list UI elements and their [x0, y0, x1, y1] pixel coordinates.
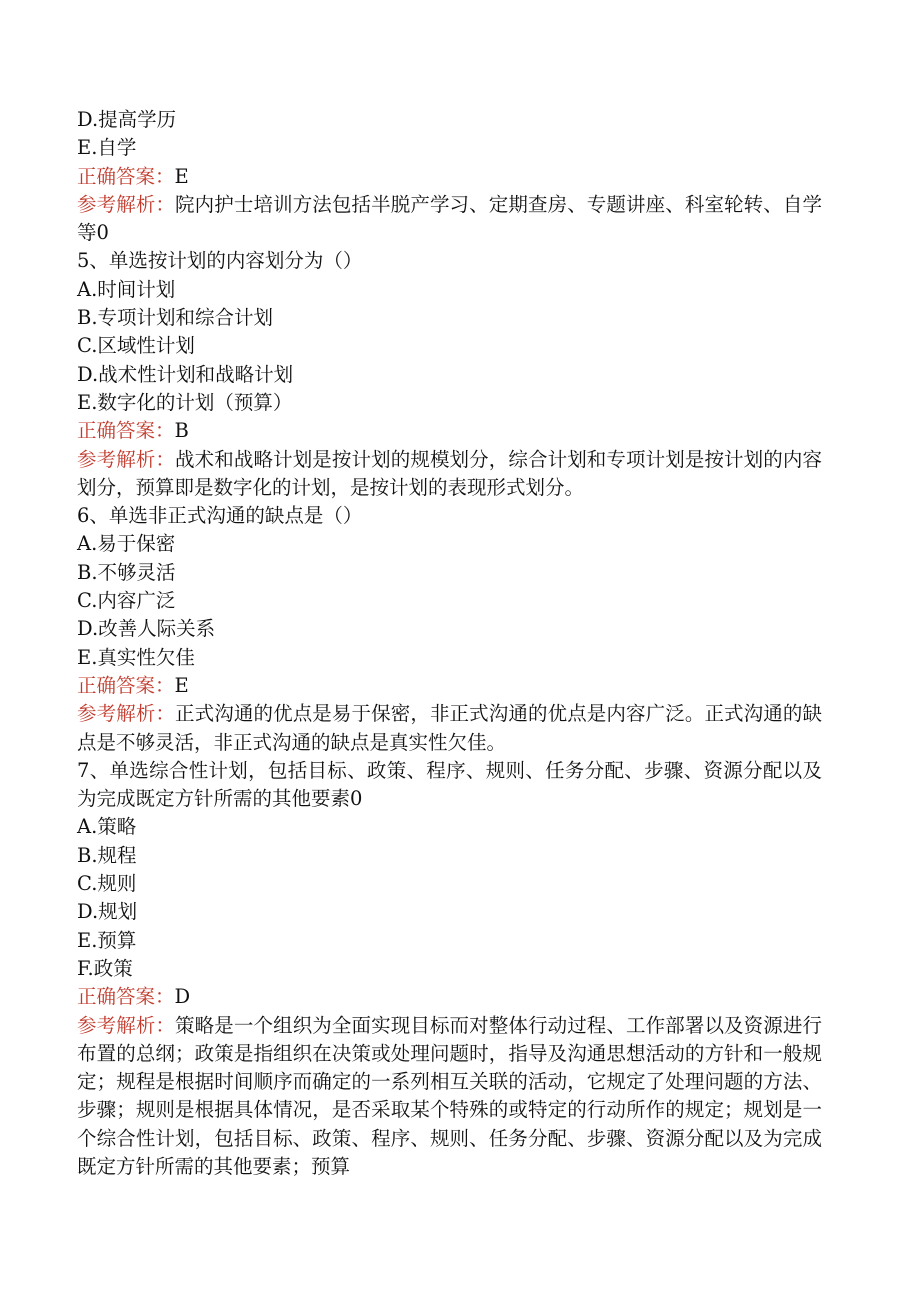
q6-option-d: D.改善人际关系 [77, 617, 216, 641]
q5-option-e: E.数字化的计划（预算） [77, 390, 293, 414]
q5-question: 5、单选按计划的内容划分为（） [77, 249, 363, 273]
q5-option-b: B.专项计划和综合计划 [77, 306, 274, 330]
q4-answer-value: E [174, 164, 189, 188]
q7-answer-value: D [174, 985, 191, 1009]
q6-option-e: E.真实性欠佳 [77, 645, 195, 669]
q7-option-b: B.规程 [77, 843, 137, 867]
document-page [77, 106, 822, 1181]
q4-option-d: D.提高学历 [77, 108, 177, 131]
q4-option-e: E.自学 [77, 136, 137, 160]
q7-option-d: D.规划 [77, 900, 138, 924]
q6-option-b: B.不够灵活 [77, 560, 176, 584]
q7-analysis [77, 1012, 822, 1182]
q5-answer-value: B [174, 419, 189, 443]
q6-analysis [77, 700, 822, 757]
q7-analysis-text: 策略是一个组织为全面实现目标而对整体行动过程、工作部署以及资源进行布置的总纲；政策是指组织在决策或处理问题时，指导及沟通思想活动的方针和一般规定；规程是根据时间顺序而确定的一系列相互关联的活动，它规定了处理问题的方法、步骤；规则是根据具体情况，是否采取某个特殊的或特定的行动所作的规定；规划是一个综合性计划，包括目标、政策、程序、规则、任务分配、步骤、资源分配以及为完成既定方针所需的其他要素；预算 [77, 1013, 822, 1178]
q4-analysis-label: 参考解析： [77, 192, 176, 216]
q6-answer-label: 正确答案： [77, 673, 175, 697]
q4-answer [77, 163, 822, 191]
q7-answer [77, 983, 822, 1011]
q6-question: 6、单选非正式沟通的缺点是（） [77, 504, 363, 528]
q7-option-c: C.规则 [77, 872, 137, 896]
q7-answer-label: 正确答案： [77, 985, 175, 1009]
q4-analysis-text: 院内护士培训方法包括半脱产学习、定期查房、专题讲座、科室轮转、自学等0 [77, 192, 822, 245]
q5-analysis [77, 446, 822, 503]
q6-option-c: C.内容广泛 [77, 589, 176, 613]
q5-answer [77, 417, 822, 445]
q6-answer-value: E [174, 673, 189, 697]
q4-answer-label: 正确答案： [77, 164, 175, 188]
q5-option-a: A.时间计划 [77, 277, 176, 301]
q7-question: 7、单选综合性计划，包括目标、政策、程序、规则、任务分配、步骤、资源分配以及为完成既定方针所需的其他要素0 [77, 758, 822, 811]
q4-analysis [77, 191, 822, 248]
q6-option-a: A.易于保密 [77, 532, 176, 556]
q6-analysis-text: 正式沟通的优点是易于保密，非正式沟通的优点是内容广泛。正式沟通的缺点是不够灵活，非正式沟通的缺点是真实性欠佳。 [77, 702, 822, 754]
q5-option-d: D.战术性计划和战略计划 [77, 362, 294, 386]
q5-analysis-label: 参考解析： [77, 447, 176, 471]
q6-answer [77, 672, 822, 700]
q5-answer-label: 正确答案： [77, 419, 175, 443]
q5-option-c: C.区域性计划 [77, 334, 195, 358]
q5-analysis-text: 战术和战略计划是按计划的规模划分，综合计划和专项计划是按计划的内容划分，预算即是数字化的计划，是按计划的表现形式划分。 [77, 447, 822, 499]
q7-option-e: E.预算 [77, 928, 137, 952]
q7-analysis-label: 参考解析： [77, 1013, 176, 1037]
q7-option-f: F.政策 [77, 956, 133, 980]
q7-option-a: A.策略 [77, 815, 137, 839]
q6-analysis-label: 参考解析： [77, 702, 176, 726]
